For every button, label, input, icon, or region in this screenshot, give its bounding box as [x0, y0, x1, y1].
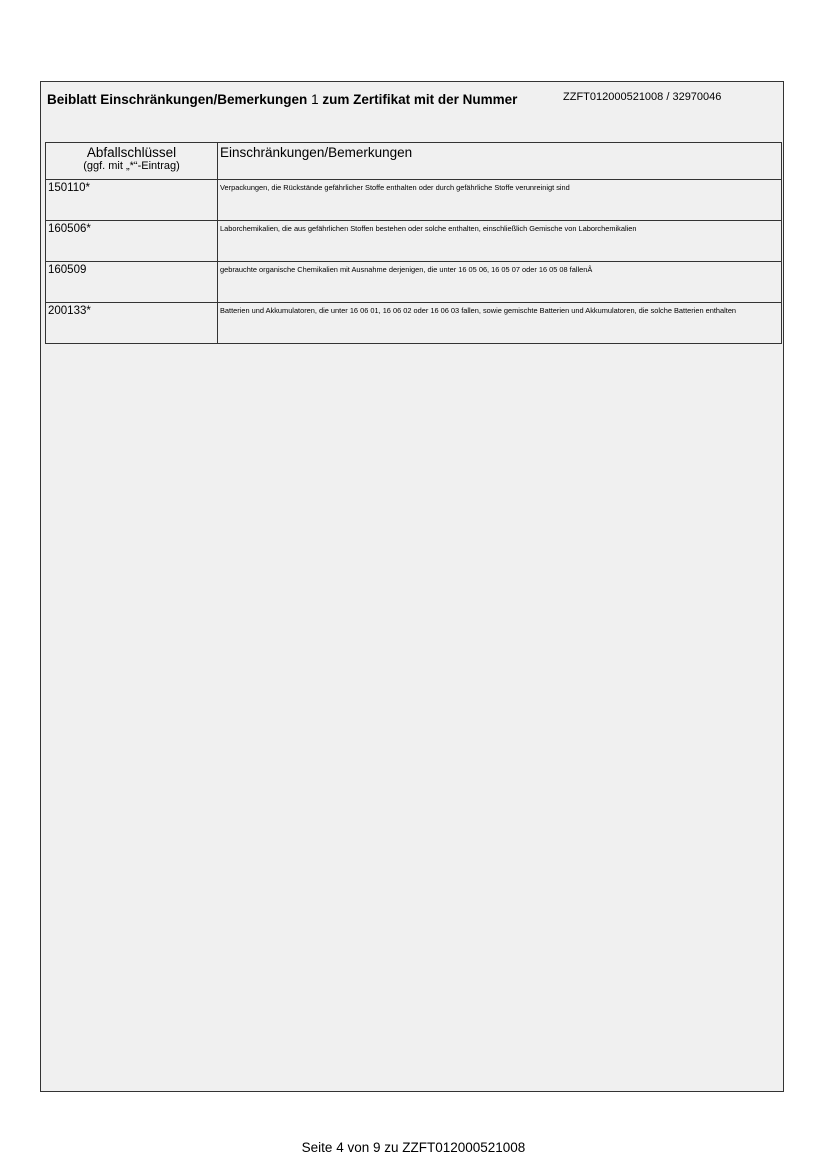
waste-code-cell: 160509: [46, 262, 218, 303]
remarks-cell: Batterien und Akkumulatoren, die unter 16 06 01, 16 06 02 oder 16 06 03 fallen, sowie gemischte Batterien und Akkumulatoren, die solche Batterien enthalten: [218, 303, 782, 344]
sheet-title: [47, 92, 517, 107]
waste-code-cell: 200133*: [46, 303, 218, 344]
waste-code-header-label: Abfallschlüssel: [86, 145, 177, 160]
waste-code-cell: 160506*: [46, 221, 218, 262]
title-number: 1: [311, 92, 319, 107]
remarks-header: Einschränkungen/Bemerkungen: [218, 143, 782, 180]
table-row: [46, 221, 782, 262]
restrictions-table: [45, 142, 782, 344]
title-prefix: Beiblatt Einschränkungen/Bemerkungen: [47, 92, 308, 107]
title-suffix: zum Zertifikat mit der Nummer: [322, 92, 518, 107]
table-row: [46, 180, 782, 221]
waste-code-header: [46, 143, 218, 180]
waste-code-header-sublabel: (ggf. mit „*“-Eintrag): [83, 160, 180, 172]
remarks-cell: Laborchemikalien, die aus gefährlichen Stoffen bestehen oder solche enthalten, einschließlich Gemische von Laborchemikalien: [218, 221, 782, 262]
certificate-reference: ZZFT012000521008 / 32970046: [563, 91, 722, 103]
table-row: [46, 303, 782, 344]
page-footer: Seite 4 von 9 zu ZZFT012000521008: [301, 1140, 526, 1155]
supplement-sheet: [40, 81, 784, 1092]
table-row: [46, 262, 782, 303]
waste-code-cell: 150110*: [46, 180, 218, 221]
table-header-row: [46, 143, 782, 180]
remarks-cell: Verpackungen, die Rückstände gefährlicher Stoffe enthalten oder durch gefährliche Stoffe verunreinigt sind: [218, 180, 782, 221]
remarks-cell: gebrauchte organische Chemikalien mit Ausnahme derjenigen, die unter 16 05 06, 16 05 07 oder 16 05 08 fallenÂ: [218, 262, 782, 303]
